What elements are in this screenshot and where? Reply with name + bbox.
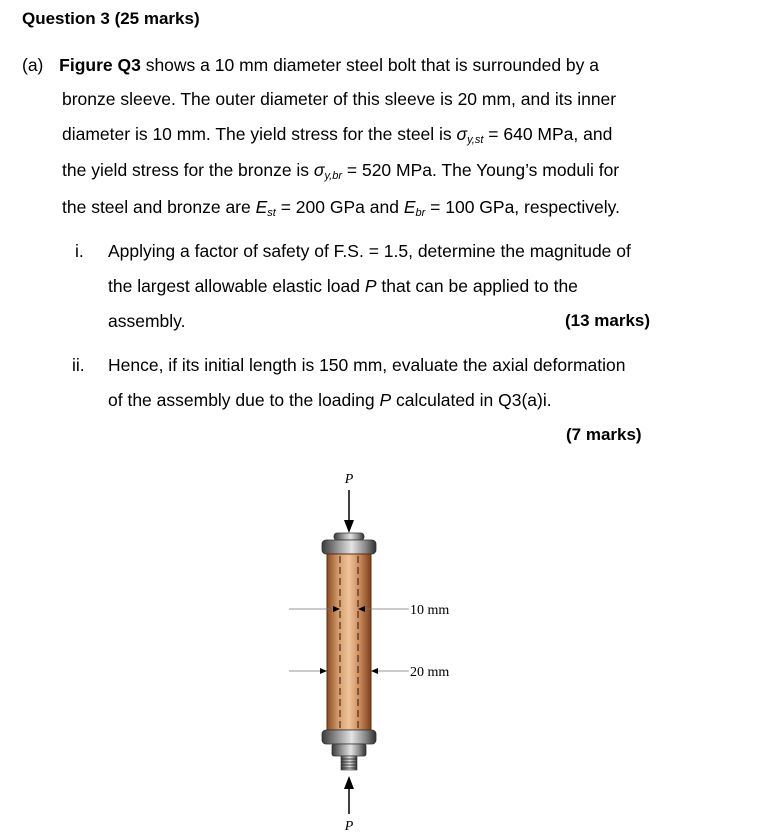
sub-i-text-2b: that can be applied to the	[376, 276, 578, 296]
E-symbol-2: E	[403, 197, 416, 217]
part-a-line-2: bronze sleeve. The outer diameter of this sleeve is 20 mm, and its inner	[62, 89, 617, 109]
sub-i-line-1: Applying a factor of safety of F.S. = 1.5, determine the magnitude of	[108, 241, 631, 261]
washer-top	[322, 540, 376, 554]
figure-reference: Figure Q3	[59, 55, 141, 75]
sub-ii-line-1: Hence, if its initial length is 150 mm, evaluate the axial deformation	[108, 355, 626, 375]
question-title: Question 3 (25 marks)	[22, 9, 200, 28]
bolt-head-top-cap	[334, 533, 364, 540]
subscript-y-br: y,br	[324, 170, 343, 182]
dim-20-label: 20 mm	[410, 665, 450, 680]
sigma-symbol-2: σ	[313, 160, 325, 180]
E-symbol: E	[255, 197, 268, 217]
part-a-text-3a: diameter is 10 mm. The yield stress for the steel is	[62, 124, 457, 144]
part-a-text-4b: = 520 MPa. The Young’s moduli for	[342, 160, 620, 180]
bronze-sleeve	[327, 554, 371, 730]
part-a-text-1: shows a 10 mm diameter steel bolt that is surrounded by a	[145, 55, 599, 75]
washer-bottom	[322, 730, 376, 744]
subscript-y-st: y,st	[467, 134, 484, 146]
subscript-st: st	[267, 207, 276, 219]
sub-ii-text-2b: calculated in Q3(a)i.	[391, 390, 552, 410]
subscript-br: br	[415, 207, 426, 219]
sub-ii-text-2a: of the assembly due to the loading	[108, 390, 380, 410]
load-label-bottom: P	[344, 819, 354, 834]
load-arrow-top-head	[344, 520, 354, 533]
sub-i-label: i.	[75, 241, 84, 261]
part-a-label: (a)	[22, 55, 44, 75]
P-symbol: P	[364, 276, 377, 296]
part-a-text-4a: the yield stress for the bronze is	[62, 160, 314, 180]
sigma-symbol: σ	[456, 124, 468, 144]
part-a-text-5b: = 200 GPa and	[275, 197, 404, 217]
dim-20-left-arrow	[320, 668, 327, 674]
part-a-text-3b: = 640 MPa, and	[483, 124, 613, 144]
sub-i-marks: (13 marks)	[565, 311, 651, 330]
sub-ii-label: ii.	[72, 355, 85, 375]
part-a-text-5c: = 100 GPa, respectively.	[425, 197, 620, 217]
sub-i-line-3: assembly.	[108, 311, 186, 331]
sub-i-text-2a: the largest allowable elastic load	[108, 276, 365, 296]
part-a-text-5a: the steel and bronze are	[62, 197, 256, 217]
P-symbol-2: P	[379, 390, 392, 410]
load-label-top: P	[344, 472, 354, 487]
dim-20-right-arrow	[371, 668, 378, 674]
nut	[332, 744, 366, 756]
sub-ii-marks: (7 marks)	[566, 425, 642, 444]
dim-10-label: 10 mm	[410, 603, 450, 618]
